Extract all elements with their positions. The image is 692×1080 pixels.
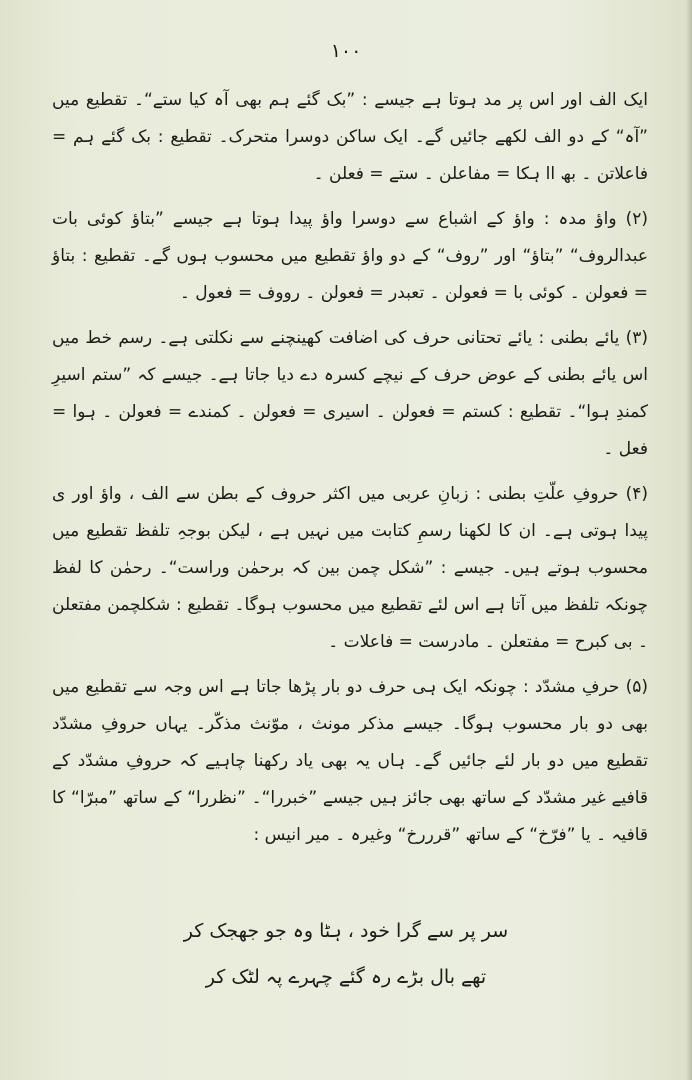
paragraph-waw-madda: (۲) واؤ مدہ : واؤ کے اشباع سے دوسرا واؤ پیدا ہوتا ہے جیسے ”بتاؤ کوئی بات عبدالروف“ ”بتاؤ“ اور ”روف“ کے دو واؤ تقطیع میں محسوب ہوں گے۔ تقطیع : بتاؤ = فعولن ۔ کوئی با = فعولن ۔ تعبدر = فعولن ۔ رووف = فعول ۔ [52, 209, 648, 303]
page-number: ۱۰۰ [330, 40, 362, 62]
poem-couplet [0, 908, 692, 1000]
page-edge-shadow [686, 0, 692, 1080]
poem-verse-2: تھے بال بڑے رہ گئے چہرے پہ لٹک کر [205, 966, 487, 988]
paragraph-yaye-batni: (۳) یائے بطنی : یائے تحتانی حرف کی اضافت کھینچنے سے نکلتی ہے۔ رسم خط میں اس یائے بطنی کے عوض حرف کے نیچے کسرہ دے دیا جاتا ہے۔ جیسے کہ ”ستم اسیرِ کمندِ ہوا“۔ تقطیع : کستم = فعولن ۔ اسیری = فعولن ۔ کمندے = فعولن ۔ ہوا = فعل ۔ [52, 328, 648, 459]
paragraph-harf-mushaddad: (۵) حرفِ مشدّد : چونکہ ایک ہی حرف دو بار پڑھا جاتا ہے اس وجہ سے تقطیع میں بھی دو بار محسوب ہوگا۔ جیسے مذکر مونث ، موّنث مذکّر۔ یہاں حروفِ مشدّد تقطیع میں دو بار لئے جائیں گے۔ ہاں یہ بھی یاد رکھنا چاہیے کہ حروفِ مشدّد کے قافیے غیر مشدّد کے ساتھ بھی جائز ہیں جیسے ”خبررا“۔ ”نظررا“ کے ساتھ ”مبرّا“ کا قافیہ ۔ یا ”فرّخ“ کے ساتھ ”قرررخ“ وغیرہ ۔ میر انیس : [52, 677, 648, 845]
paragraph-huroof-illat-batni: (۴) حروفِ علّتِ بطنی : زبانِ عربی میں اکثر حروف کے بطن سے الف ، واؤ اور ی پیدا ہوتی ہے۔ ان کا لکھنا رسمِ کتابت میں نہیں ہے ، لیکن بوجہِ تلفظ تقطیع میں محسوب ہوتے ہیں۔ جیسے : ”شکل چمن بین کہ برحمٰن وراست“۔ رحمٰن کا لفظ چونکہ تلفظ میں آتا ہے اس لئے تقطیع میں محسوب ہوگا۔ تقطیع : شکلچمن مفتعلن ۔ بی کبرح = مفتعلن ۔ مادرست = فاعلات ۔ [52, 484, 648, 652]
paragraph-alif-madd: ایک الف اور اس پر مد ہوتا ہے جیسے : ”بک گئے ہم بھی آہ کیا ستے“۔ تقطیع میں ”آہ“ کے دو الف لکھے جائیں گے۔ ایک ساکن دوسرا متحرک۔ تقطیع : بک گئے ہم = فاعلاتن ۔ بھ اا ہکا = مفاعلن ۔ ستے = فعلن ۔ [52, 90, 648, 184]
poem-verse-1: سر پر سے گرا خود ، ہٹا وہ جو جھجک کر [183, 920, 509, 942]
body-text [52, 82, 648, 862]
